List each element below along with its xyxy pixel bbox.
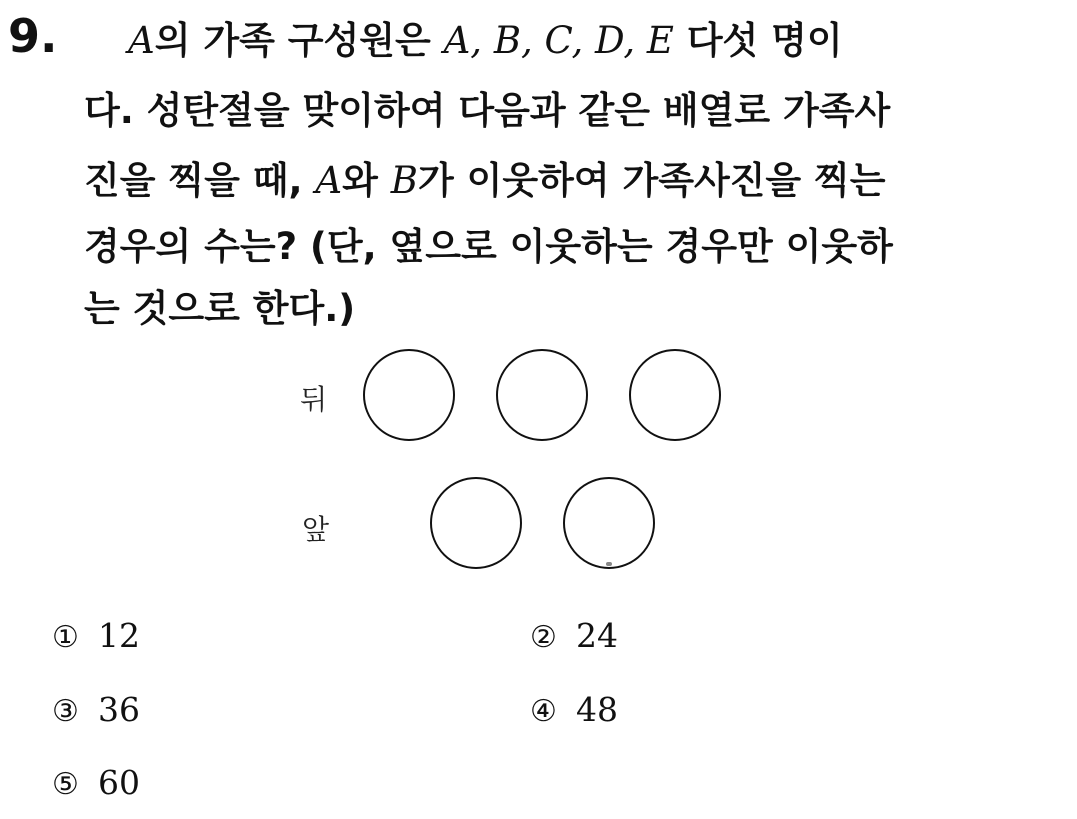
choice-2-value: 24 [576, 616, 618, 655]
variable-a: A [315, 159, 343, 202]
choice-1-value: 12 [98, 616, 140, 655]
question-line-1 [128, 14, 843, 68]
variable-a: A [128, 19, 155, 62]
front-seat-2 [563, 477, 655, 569]
choice-2[interactable] [530, 616, 618, 658]
choice-5[interactable] [52, 763, 140, 805]
question-line-3-text-b: 와 [342, 159, 391, 202]
choice-5-marker: ⑤ [52, 767, 79, 802]
back-row-label: 뒤 [300, 383, 328, 416]
choice-3-value: 36 [98, 690, 140, 729]
choice-2-marker: ② [530, 620, 557, 655]
question-line-3-text-a: 진을 찍을 때, [84, 159, 316, 202]
question-line-4: 경우의 수는? (단, 옆으로 이웃하는 경우만 이웃하 [84, 225, 893, 268]
choice-4-marker: ④ [530, 694, 557, 729]
front-seat-1 [430, 477, 522, 569]
variable-b: B [390, 159, 418, 202]
back-seat-1 [363, 349, 455, 441]
question-line-1-text-b: 다섯 명이 [673, 19, 843, 62]
choice-1[interactable] [52, 616, 140, 658]
choice-3[interactable] [52, 690, 140, 732]
question-line-3 [84, 154, 886, 208]
choice-4[interactable] [530, 690, 618, 732]
scan-artifact-mark [606, 562, 612, 566]
question-line-5: 는 것으로 한다.) [84, 287, 356, 330]
question-line-2: 다. 성탄절을 맞이하여 다음과 같은 배열로 가족사 [84, 89, 891, 132]
choice-1-marker: ① [52, 620, 79, 655]
back-seat-3 [629, 349, 721, 441]
question-number: 9. [8, 9, 58, 63]
choice-4-value: 48 [576, 690, 618, 729]
question-line-1-text-a: 의 가족 구성원은 [154, 19, 444, 62]
question-line-3-text-c: 가 이웃하여 가족사진을 찍는 [417, 159, 886, 202]
family-members-list: A, B, C, D, E [443, 19, 674, 62]
choice-5-value: 60 [98, 763, 140, 802]
back-seat-2 [496, 349, 588, 441]
front-row-label: 앞 [302, 513, 330, 546]
choice-3-marker: ③ [52, 694, 79, 729]
